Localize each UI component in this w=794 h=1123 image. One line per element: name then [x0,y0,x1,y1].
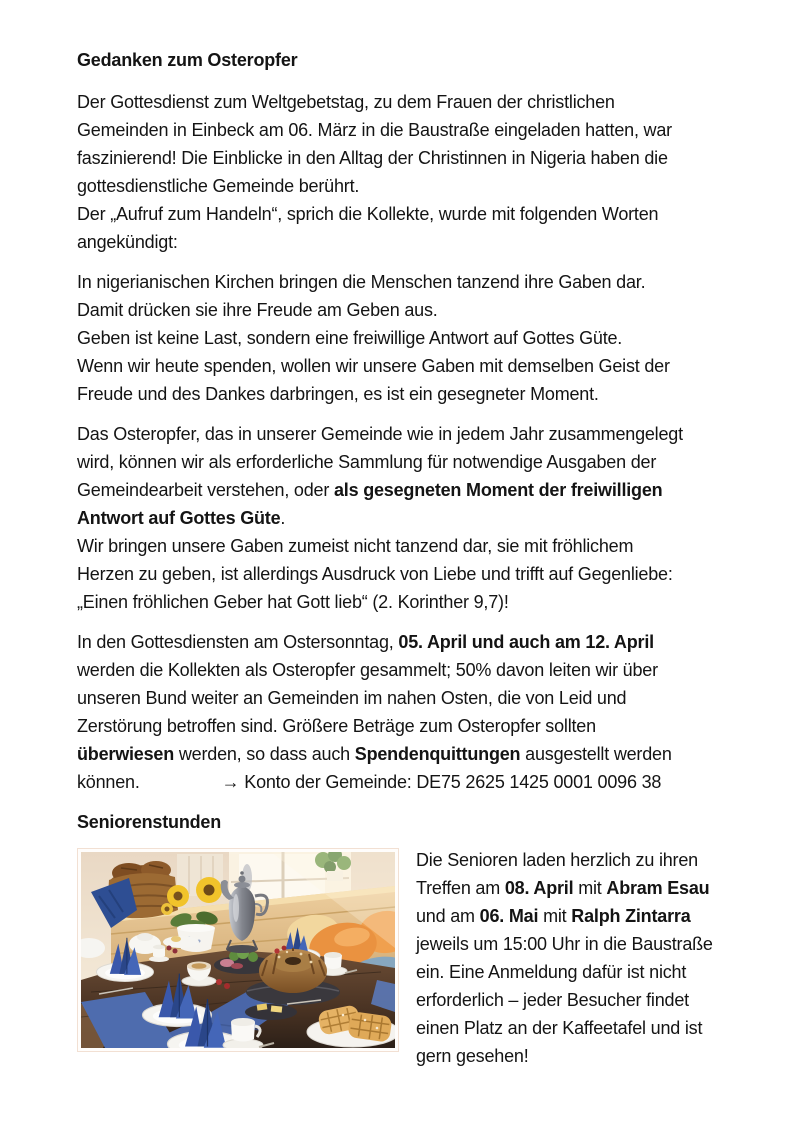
seniorenstunden-section [77,848,754,1070]
paragraph-gesegneter-moment: Das Osteropfer, das in unserer Gemeinde wie in jedem Jahr zusammengelegt wird, können wir als erforderliche Sammlung für notwendige Ausgaben der Gemeindearbeit verstehen, oder als gesegneten Moment der freiwilligen Antwort auf Gottes Güte. Wir bringen unsere Gaben zumeist nicht tanzend dar, sie mit fröhlichem Herzen zu geben, ist allerdings Ausdruck von Liebe und trifft auf Gegenliebe: „Einen fröhlichen Geber hat Gott lieb“ (2. Korinther 9,7)! [77,424,683,612]
paragraph-gaben-zitat: In nigerianischen Kirchen bringen die Menschen tanzend ihre Gaben dar. Damit drücken sie ihre Freude am Geben aus. Geben ist keine Last, sondern eine freiwillige Antwort auf Gottes Güte. Wenn wir heute spenden, wollen wir unsere Gaben mit demselben Geist der Freude und des Dankes darbringen, es ist ein gesegneter Moment. [77,272,670,404]
paragraph-seniorenstunden: Die Senioren laden herzlich zu ihren Treffen am 08. April mit Abram Esau und am 06. Mai mit Ralph Zintarra jeweils um 15:00 Uhr in die Baustraße ein. Eine Anmeldung dafür ist nicht erforderlich – jeder Besucher findet einen Platz an der Kaffeetafel und ist gern gesehen! [416,850,713,1066]
paragraph-kollekten-termine: In den Gottesdiensten am Ostersonntag, 05. April und auch am 12. April werden die Kollekten als Osteropfer gesammelt; 50% davon leiten wir über unseren Bund weiter an Gemeinden im nahen Osten, die von Leid und Zerstörung betroffen sind. Größere Beträge zum Osteropfer sollten überwiesen werden, so dass auch Spendenquittungen ausgestellt werden können. → Konto der Gemeinde: DE75 2625 1425 0001 0096 38 [77,632,672,792]
kaffeetafel-illustration [81,852,395,1048]
heading-seniorenstunden: Seniorenstunden [77,812,222,832]
paragraph-weltgebetstag: Der Gottesdienst zum Weltgebetstag, zu dem Frauen der christlichen Gemeinden in Einbeck am 06. März in die Baustraße eingeladen hatten, war faszinierend! Die Einblicke in den Alltag der Christinnen in Nigeria haben die gottesdienstliche Gemeinde berührt. Der „Aufruf zum Handeln“, sprich die Kollekte, wurde mit folgenden Worten angekündigt: [77,92,672,252]
heading-gedanken-zum-osteropfer: Gedanken zum Osteropfer [77,50,298,70]
kaffeetafel-photo [77,848,399,1052]
